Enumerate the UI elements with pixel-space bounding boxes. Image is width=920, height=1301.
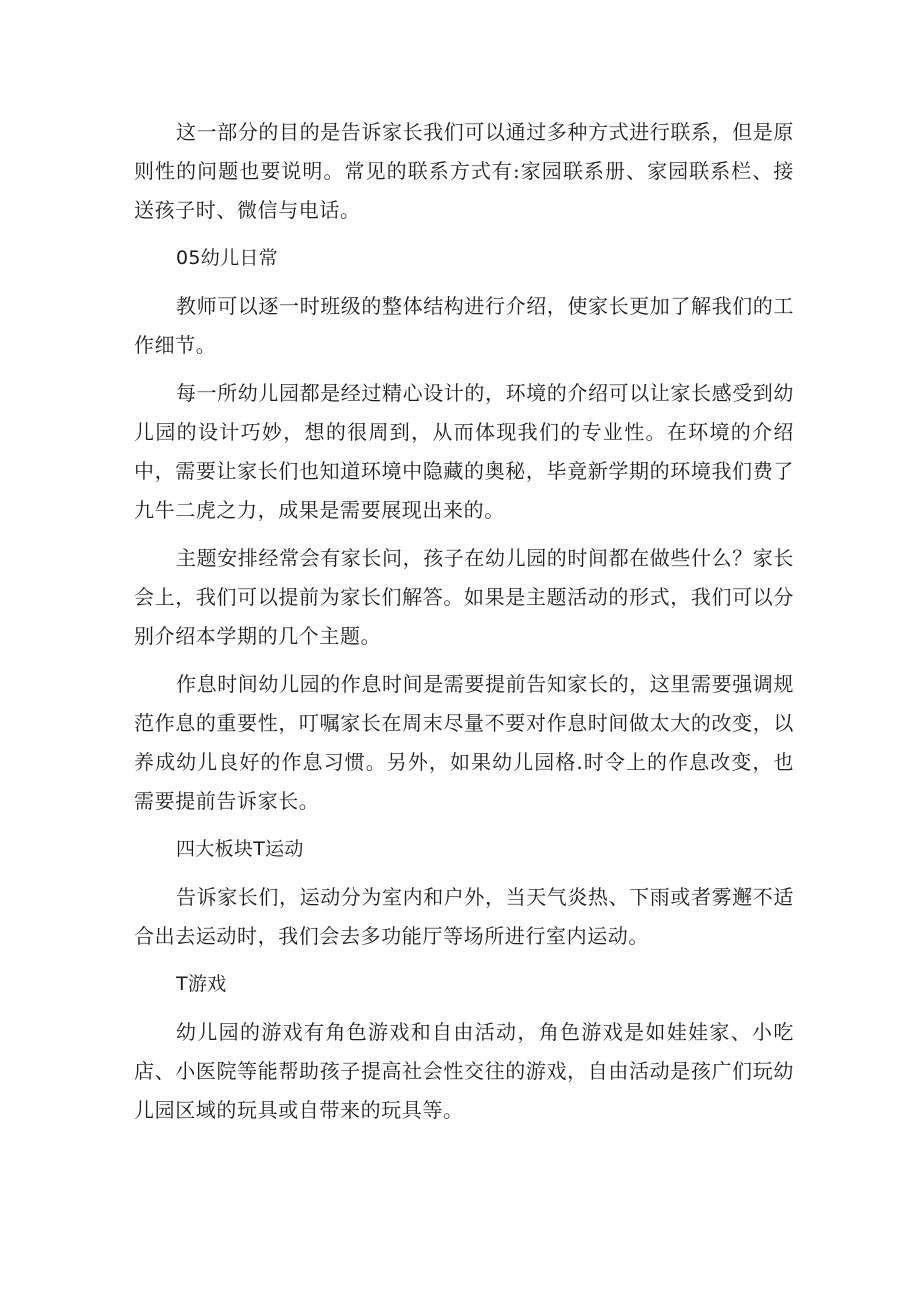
paragraph-environment: 每一所幼儿园都是经过精心设计的，环境的介绍可以让家长感受到幼儿园的设计巧妙，想的很周到，从而体现我们的专业性。在环境的介绍中，需要让家长们也知道环境中隐藏的奥秘，毕竟新学期的环境我们费了九牛二虎之力，成果是需要展现出来的。 [134, 381, 794, 522]
section-heading-sports: 四大板块T运动 [176, 838, 304, 860]
paragraph-games: 幼儿园的游戏有角色游戏和自由活动，角色游戏是如娃娃家、小吃店、小医院等能帮助孩子提高社会性交往的游戏，自由活动是孩广们玩幼儿园区域的玩具或自带来的玩具等。 [134, 1020, 794, 1122]
paragraph-theme-schedule: 主题安排经常会有家长问，孩子在幼儿园的时间都在做些什么？家长会上，我们可以提前为家长们解答。如果是主题活动的形式，我们可以分别介绍本学期的几个主题。 [134, 546, 794, 648]
section-heading-daily: 05幼儿日常 [176, 247, 278, 269]
paragraph-sports: 告诉家长们，运动分为室内和户外，当天气炎热、下雨或者雾邂不适合出去运动时，我们会去多功能厅等场所进行室内运动。 [134, 885, 794, 948]
paragraph-contact-methods: 这一部分的目的是告诉家长我们可以通过多种方式进行联系，但是原则性的问题也要说明。常见的联系方式有:家园联系册、家园联系栏、接送孩子时、微信与电话。 [134, 120, 794, 222]
paragraph-rest-schedule: 作息时间幼儿园的作息时间是需要提前告知家长的，这里需要强调规范作息的重要性，叮嘱家长在周末尽量不要对作息时间做太大的改变，以养成幼儿良好的作息习惯。另外，如果幼儿园格.时令上的作息改变，也需要提前告诉家长。 [134, 672, 794, 813]
section-heading-games: T游戏 [176, 973, 227, 995]
paragraph-class-structure: 教师可以逐一时班级的整体结构进行介绍，使家长更加了解我们的工作细节。 [134, 294, 794, 357]
document-body [134, 113, 794, 1139]
